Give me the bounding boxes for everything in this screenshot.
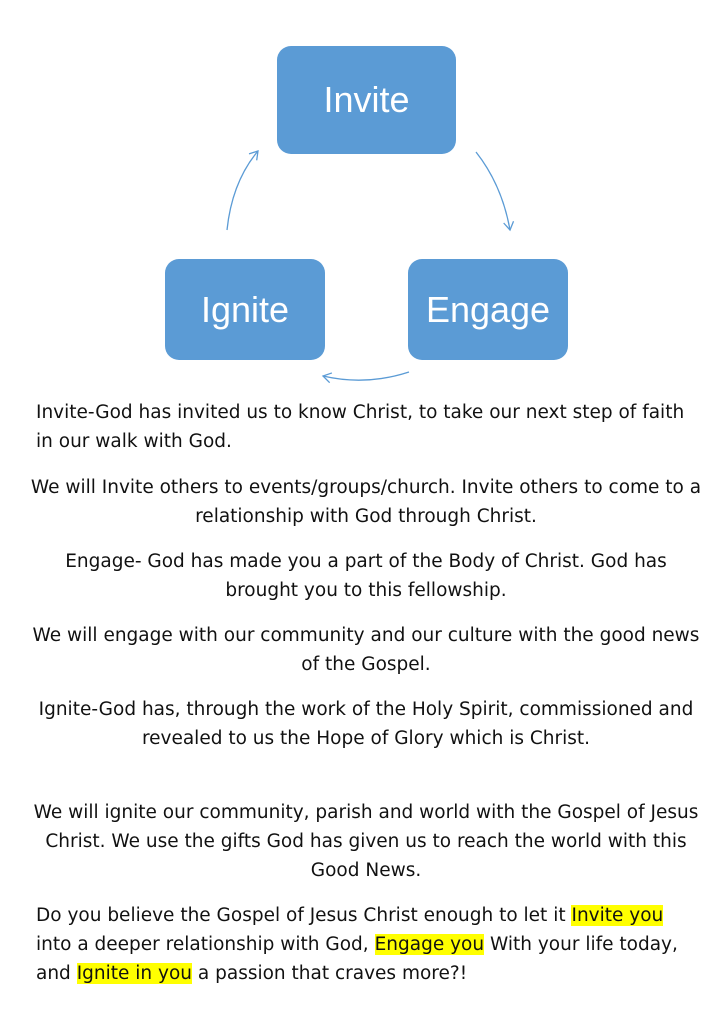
arrow-ignite-to-invite bbox=[227, 151, 258, 230]
engage-box bbox=[408, 259, 568, 360]
closing-text-4: a passion that craves more?! bbox=[192, 963, 468, 984]
closing-paragraph bbox=[36, 901, 696, 988]
highlight-ignite-in-you: Ignite in you bbox=[76, 963, 193, 984]
highlight-engage-you: Engage you bbox=[374, 934, 485, 955]
invite-label: Invite bbox=[323, 79, 410, 120]
arrow-engage-to-ignite bbox=[323, 372, 409, 380]
paragraph-engage-definition: Engage- God has made you a part of the Body of Christ. God has brought you to this fellowship. bbox=[65, 551, 667, 601]
closing-text-1: Do you believe the Gospel of Jesus Christ enough to let it bbox=[36, 905, 572, 926]
paragraph-invite-definition: Invite-God has invited us to know Christ, to take our next step of faith in our walk with God. bbox=[36, 402, 685, 452]
ignite-label: Ignite bbox=[200, 288, 290, 330]
paragraph-ignite-definition: Ignite-God has, through the work of the Holy Spirit, commissioned and revealed to us the Hope of Glory which is Christ. bbox=[38, 699, 694, 749]
closing-text-2: into a deeper relationship with God, bbox=[36, 934, 375, 955]
engage-label: Engage bbox=[425, 288, 551, 330]
paragraph-ignite-action: We will ignite our community, parish and world with the Gospel of Jesus Christ. We use the gifts God has given us to reach the world with this Good News. bbox=[33, 802, 699, 881]
closing-text-3: With your life today, and bbox=[36, 934, 678, 984]
arrow-invite-to-engage bbox=[476, 152, 510, 230]
paragraph-invite-action: We will Invite others to events/groups/church. Invite others to come to a relationship with God through Christ. bbox=[30, 477, 702, 527]
ignite-box bbox=[165, 259, 325, 360]
invite-box bbox=[277, 46, 456, 154]
highlight-invite-you: Invite you bbox=[571, 905, 664, 926]
paragraph-engage-action: We will engage with our community and our culture with the good news of the Gospel. bbox=[32, 625, 700, 675]
cycle-diagram bbox=[0, 0, 708, 400]
